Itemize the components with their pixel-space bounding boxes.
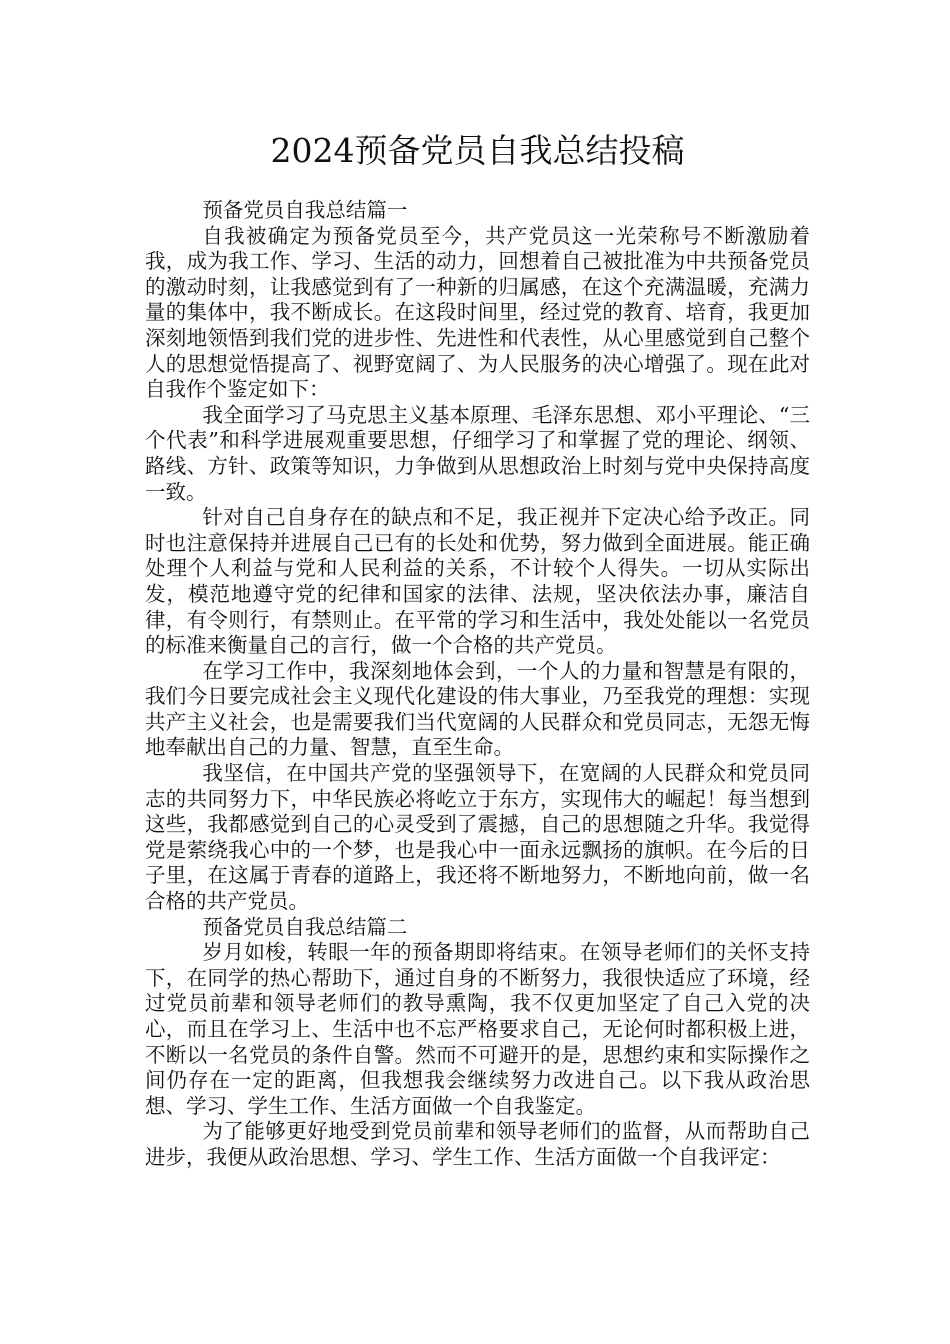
- paragraph: 针对自己自身存在的缺点和不足，我正视并下定决心给予改正。同时也注意保持并进展自己已有的长处和优势，努力做到全面进展。能正确处理个人利益与党和人民利益的关系，不计较个人得失。一切从实际出发，模范地遵守党的纪律和国家的法律、法规，坚决依法办事，廉洁自律，有令则行，有禁则止。在平常的学习和生活中，我处处能以一名党员的标准来衡量自己的言行，做一个合格的共产党员。: [145, 505, 810, 658]
- paragraph: 在学习工作中，我深刻地体会到，一个人的力量和智慧是有限的，我们今日要完成社会主义现代化建设的伟大事业，乃至我党的理想：实现共产主义社会，也是需要我们当代宽阔的人民群众和党员同志，无怨无悔地奉献出自己的力量、智慧，直至生命。: [145, 658, 810, 760]
- document-title: 2024预备党员自我总结投稿: [270, 131, 685, 170]
- paragraph: 为了能够更好地受到党员前辈和领导老师们的监督，从而帮助自己进步，我便从政治思想、学习、学生工作、生活方面做一个自我评定：: [145, 1119, 810, 1169]
- section-heading-2: 预备党员自我总结篇二: [202, 914, 408, 939]
- paragraph: 自我被确定为预备党员至今，共产党员这一光荣称号不断激励着我，成为我工作、学习、生活的动力，回想着自己被批准为中共预备党员的激动时刻，让我感觉到有了一种新的归属感，在这个充满温暖，充满力量的集体中，我不断成长。在这段时间里，经过党的教育、培育，我更加深刻地领悟到我们党的进步性、先进性和代表性，从心里感觉到自己整个人的思想觉悟提高了、视野宽阔了、为人民服务的决心增强了。现在此对自我作个鉴定如下：: [145, 223, 810, 402]
- section-heading-1: 预备党员自我总结篇一: [202, 198, 408, 222]
- paragraph: 我坚信，在中国共产党的坚强领导下，在宽阔的人民群众和党员同志的共同努力下，中华民族必将屹立于东方，实现伟大的崛起！每当想到这些，我都感觉到自己的心灵受到了震撼，自己的思想随之升华。我觉得党是萦绕我心中的一个梦，也是我心中一面永远飘扬的旗帜。在今后的日子里，在这属于青春的道路上，我还将不断地努力，不断地向前，做一名合格的共产党员。: [145, 761, 810, 914]
- paragraph: 我全面学习了马克思主义基本原理、毛泽东思想、邓小平理论、“三个代表”和科学进展观重要思想，仔细学习了和掌握了党的理论、纲领、路线、方针、政策等知识，力争做到从思想政治上时刻与党中央保持高度一致。: [145, 402, 810, 504]
- document-body: [145, 198, 810, 1171]
- paragraph: 岁月如梭，转眼一年的预备期即将结束。在领导老师们的关怀支持下，在同学的热心帮助下，通过自身的不断努力，我很快适应了环境，经过党员前辈和领导老师们的教导熏陶，我不仅更加坚定了自己入党的决心，而且在学习上、生活中也不忘严格要求自己，无论何时都积极上进，不断以一名党员的条件自警。然而不可避开的是，思想约束和实际操作之间仍存在一定的距离，但我想我会继续努力改进自己。以下我从政治思想、学习、学生工作、生活方面做一个自我鉴定。: [145, 940, 810, 1118]
